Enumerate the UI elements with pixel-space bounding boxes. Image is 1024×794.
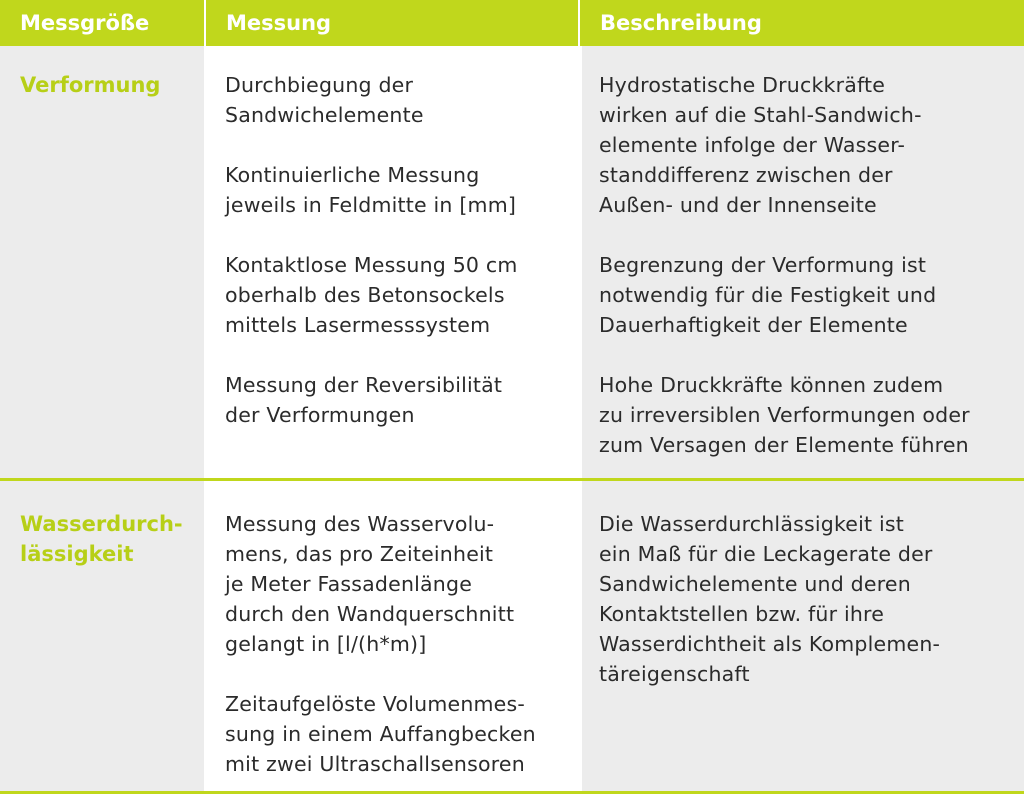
header-beschreibung: Beschreibung — [580, 0, 1024, 46]
messung-paragraph: Messung des Wasservolu- mens, das pro Zeiteinheit je Meter Fassadenlänge durch den Wandquerschnitt gelangt in [l/(h*m)] — [225, 512, 515, 656]
messung-paragraph: Kontinuierliche Messung jeweils in Feldmitte in [mm] — [225, 163, 517, 217]
beschreibung-paragraph: Hohe Druckkräfte können zudem zu irreversiblen Verformungen oder zum Versagen der Elemente führen — [599, 373, 970, 457]
header-messung: Messung — [206, 0, 578, 46]
beschreibung-paragraph: Die Wasserdurchlässigkeit ist ein Maß für die Leckagerate der Sandwichelemente und deren Kontaktstellen bzw. für ihre Wasserdichtheit als Komplemen- täreigenschaft — [599, 512, 941, 686]
cell-beschreibung — [582, 46, 1024, 478]
table-header — [0, 0, 1024, 46]
cell-beschreibung — [582, 481, 1024, 791]
messung-paragraph: Kontaktlose Messung 50 cm oberhalb des Betonsockels mittels Lasermesssystem — [225, 253, 518, 337]
cell-messgroesse — [0, 481, 204, 791]
cell-messung — [204, 481, 582, 791]
messung-paragraph: Durchbiegung der Sandwichelemente — [225, 73, 424, 127]
header-messgroesse: Messgröße — [0, 0, 204, 46]
messung-paragraph: Messung der Reversibilität der Verformungen — [225, 373, 503, 427]
beschreibung-paragraph: Hydrostatische Druckkräfte wirken auf die Stahl-Sandwich- elemente infolge der Wasser- standdifferenz zwischen der Außen- und der Innenseite — [599, 73, 922, 217]
cell-messgroesse — [0, 46, 204, 478]
row-label: Wasserdurch- lässigkeit — [20, 512, 183, 566]
cell-messung — [204, 46, 582, 478]
row-label: Verformung — [20, 73, 161, 97]
table-row-wasserdurchlaessigkeit — [0, 481, 1024, 791]
table-row-verformung — [0, 46, 1024, 478]
messung-paragraph: Zeitaufgelöste Volumenmes- sung in einem Auffangbecken mit zwei Ultraschallsensoren — [225, 692, 536, 776]
beschreibung-paragraph: Begrenzung der Verformung ist notwendig für die Festigkeit und Dauerhaftigkeit der Elemente — [599, 253, 937, 337]
